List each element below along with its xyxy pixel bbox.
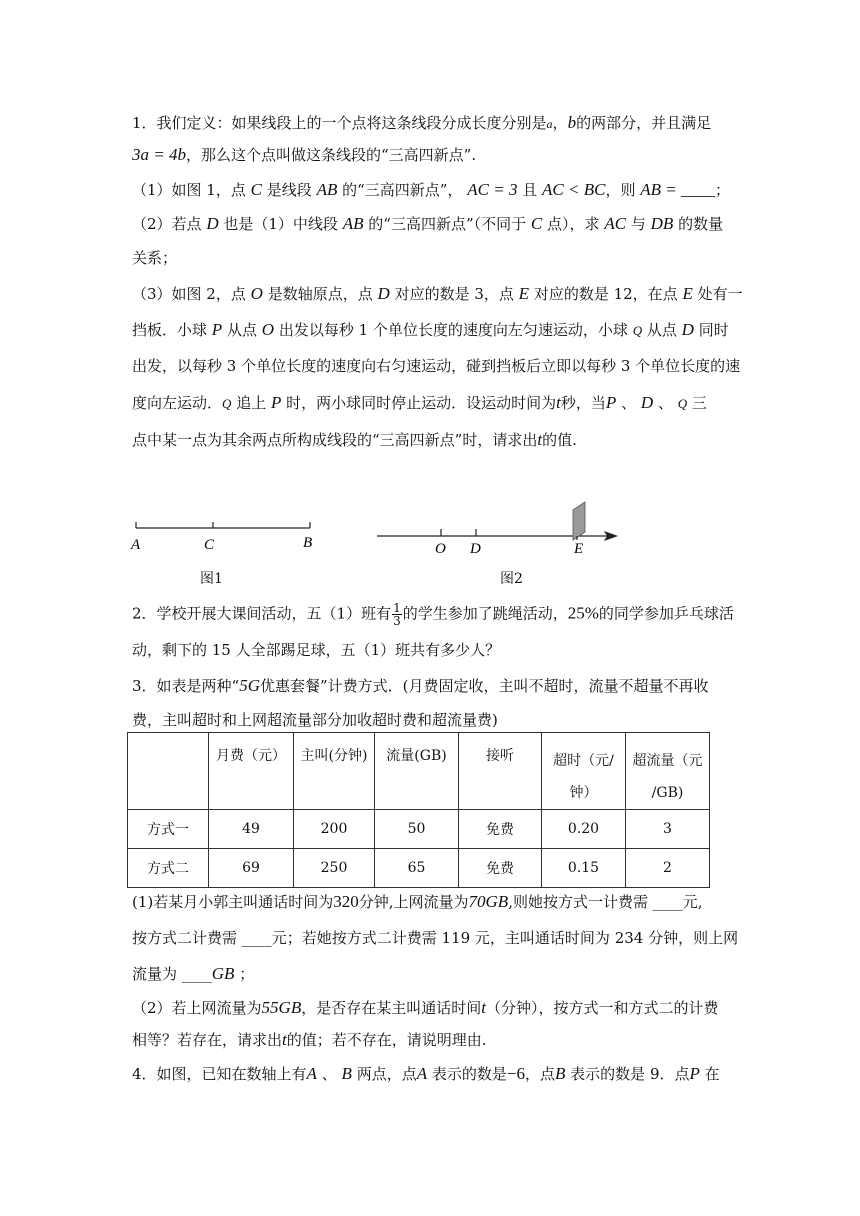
figure2-caption: 图2	[500, 571, 523, 587]
table-cell: 49	[209, 810, 294, 849]
p4-line1: 4．如图，已知在数轴上有A 、 B 两点，点A 表示的数是−6，点B 表示的数是 9．点P 在	[132, 1064, 720, 1083]
table-cell: 2	[626, 849, 710, 888]
p3-q2-line2: 相等？若存在，请求出t的值；若不存在，请说明理由.	[132, 1030, 487, 1049]
p2-line2: 动，剩下的 15 人全部踢足球，五（1）班共有多少人？	[132, 641, 501, 659]
table-header-cell: 流量(GB)	[375, 733, 459, 810]
figure1	[120, 510, 340, 590]
table-cell: 免费	[459, 810, 542, 849]
table-header-cell: 超流量（元 /GB)	[626, 733, 710, 810]
p1-q3-line2: 挡板．小球 P 从点 O 出发以每秒 1 个单位长度的速度向左匀速运动，小球 Q 从点 D 同时	[132, 320, 729, 339]
figure1-caption: 图1	[200, 571, 223, 587]
p1-q3-line3: 出发，以每秒 3 个单位长度的速度向右匀速运动，碰到挡板后立即以每秒 3 个单位长度的速	[132, 357, 741, 375]
table-cell: 0.15	[542, 849, 626, 888]
p2-line1: 2．学校开展大课间活动，五（1）班有 $\frac{1}{3}$ 的学生参加了跳绳活动，25%的同学参加乒乓球活	[132, 601, 734, 628]
p1-line1: 1．我们定义：如果线段上的一个点将这条线段分成长度分别是a，b的两部分，并且满足	[132, 113, 712, 132]
table-header-cell: 接听	[459, 733, 542, 810]
table-cell: 方式一	[128, 810, 209, 849]
p1-q3-line5: 点中某一点为其余两点所构成线段的“三高四新点”时，请求出t的值.	[132, 430, 577, 449]
table-cell: 200	[294, 810, 375, 849]
p1-line2: 3a = 4b，那么这个点叫做这条线段的“三高四新点”.	[132, 145, 477, 164]
figure2	[370, 496, 630, 566]
p3-q1-line1: (1)若某月小郭主叫通话时间为320分钟,上网流量为70GB,则她按方式一计费需 ____元,	[132, 892, 703, 911]
p1-q2-line1: （2）若点 D 也是（1）中线段 AB 的“三高四新点”（不同于 C 点），求 AC 与 DB 的数量	[132, 214, 724, 233]
table-header-cell: 超时（元/ 钟）	[542, 733, 626, 810]
table-header-row	[128, 733, 710, 810]
table-header-cell: 主叫(分钟)	[294, 733, 375, 810]
table-cell: 69	[209, 849, 294, 888]
fraction-one-third: $\frac{1}{3}$	[393, 601, 401, 628]
p3-q2-line1: （2）若上网流量为55GB，是否存在某主叫通话时间t（分钟），按方式一和方式二的计费	[132, 998, 719, 1017]
table-row	[128, 849, 710, 888]
p3-line2: 费，主叫超时和上网超流量部分加收超时费和超流量费)	[132, 711, 498, 729]
table-cell: 65	[375, 849, 459, 888]
table-header-cell: 月费（元）	[209, 733, 294, 810]
p3-q1-line3: 流量为 ____GB ；	[132, 964, 255, 983]
billing-table	[127, 732, 710, 888]
table-cell: 50	[375, 810, 459, 849]
fig1-label-B: B	[303, 535, 313, 551]
p3-line1: 3．如表是两种“5G优惠套餐”计费方式．(月费固定收，主叫不超时，流量不超量不再收	[132, 676, 709, 695]
p3-q1-line2: 按方式二计费需 ____元；若她按方式二计费需 119 元，主叫通话时间为 234 分钟，则上网	[132, 929, 739, 947]
table-cell: 方式二	[128, 849, 209, 888]
p1-q2-line2: 关系；	[132, 249, 178, 267]
fig1-label-A: A	[131, 537, 141, 553]
table-row	[128, 810, 710, 849]
fig2-label-E: E	[574, 541, 584, 557]
fig2-label-O: O	[435, 541, 446, 557]
table-cell: 免费	[459, 849, 542, 888]
table-header-cell	[128, 733, 209, 810]
table-cell: 0.20	[542, 810, 626, 849]
fig1-label-C: C	[204, 537, 215, 553]
fig2-label-D: D	[470, 541, 481, 557]
p1-q3-line1: （3）如图 2，点 O 是数轴原点，点 D 对应的数是 3，点 E 对应的数是 12，在点 E 处有一	[132, 284, 743, 303]
table-cell: 250	[294, 849, 375, 888]
table-cell: 3	[626, 810, 710, 849]
p1-q3-line4: 度向左运动．Q 追上 P 时，两小球同时停止运动．设运动时间为t秒，当P 、 D 、 Q 三	[132, 393, 707, 412]
p1-q1: （1）如图 1，点 C 是线段 AB 的“三高四新点”， AC = 3 且 AC < BC，则 AB = ____；	[132, 180, 731, 199]
